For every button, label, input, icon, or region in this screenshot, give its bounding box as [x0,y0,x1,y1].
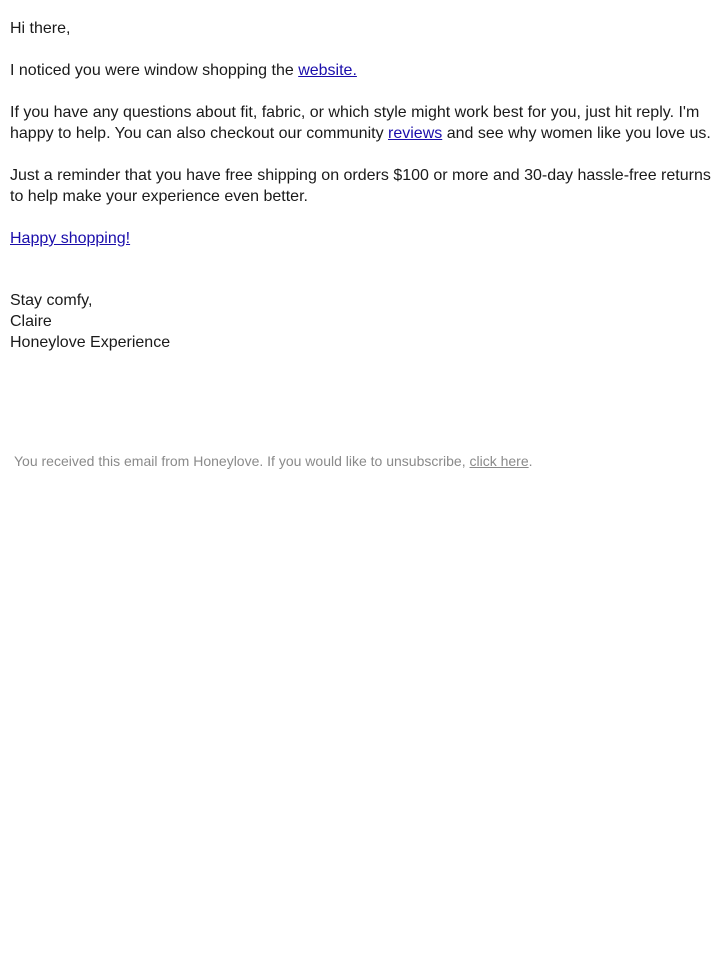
email-body [10,18,715,353]
paragraph-window-shopping [10,60,715,81]
paragraph-questions [10,102,715,144]
signature [10,290,715,353]
unsubscribe-link[interactable]: click here [469,453,529,469]
footer-text: You received this email from Honeylove. If you would like to unsubscribe, [14,453,470,469]
greeting: Hi there, [10,20,71,37]
unsubscribe-footer [14,452,533,470]
happy-shopping-line [10,228,715,249]
reviews-link[interactable]: reviews [388,125,443,142]
signature-team: Honeylove Experience [10,334,171,351]
happy-shopping-link[interactable]: Happy shopping! [10,230,131,247]
signoff: Stay comfy, [10,292,93,309]
website-link[interactable]: website. [298,62,357,79]
signature-name: Claire [10,313,52,330]
paragraph-shipping: Just a reminder that you have free shipping on orders $100 or more and 30-day hassle-free returns to help make your experience even better. [10,167,711,205]
paragraph-text: If you have any questions about fit, fabric, or which style might work best for you, just hit reply. I'm happy to help. You can also checkout our community [10,104,700,142]
footer-end: . [528,453,533,469]
paragraph-text: I noticed you were window shopping the [10,62,299,79]
paragraph-text: and see why women like you love us. [442,125,711,142]
